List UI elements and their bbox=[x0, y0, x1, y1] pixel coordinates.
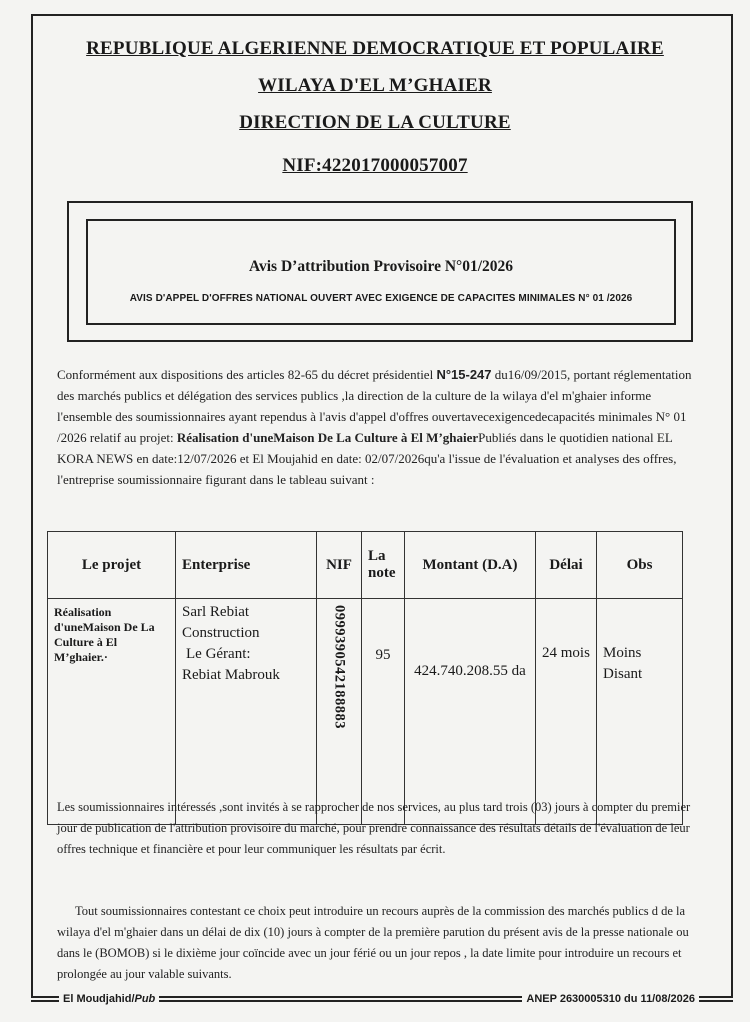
cell-projet: Réalisation d'uneMaison De La Culture à El M’ghaier.· bbox=[48, 599, 176, 825]
footer-anep: ANEP 2630005310 du 11/08/2026 bbox=[522, 993, 699, 1005]
header-wilaya: WILAYA D'EL M’GHAIER bbox=[258, 75, 492, 96]
col-header-obs: Obs bbox=[597, 532, 683, 599]
col-header-projet: Le projet bbox=[48, 532, 176, 599]
cell-enterprise bbox=[176, 599, 317, 825]
invite-paragraph: Les soumissionnaires intéressés ,sont invités à se rapprocher de nos services, au plus tard trois (03) jours à compter du premier jour de publication de l'attribution provisoire du marché, pour prendre connaissance des résultats détails de l'évaluation de leur offres technique et financière et pour leur communiquer les résultats par écrit. bbox=[57, 800, 691, 856]
cell-delai: 24 mois bbox=[536, 599, 597, 825]
notice-subtitle: AVIS D'APPEL D'OFFRES NATIONAL OUVERT AVEC EXIGENCE DE CAPACITES MINIMALES N° 01 /2026 bbox=[129, 293, 633, 304]
col-header-nif: NIF bbox=[317, 532, 362, 599]
footer bbox=[31, 990, 733, 1010]
enterprise-name: Sarl Rebiat Construction bbox=[182, 604, 260, 641]
footer-source-type: Pub bbox=[134, 993, 156, 1005]
cell-note: 95 bbox=[362, 599, 405, 825]
decree-number: N°15-247 bbox=[436, 367, 492, 382]
header-nif: NIF:422017000057007 bbox=[282, 155, 468, 176]
project-name: Réalisation d'uneMaison De La Culture à El M’ghaier bbox=[176, 430, 479, 445]
footer-source bbox=[59, 993, 159, 1005]
recours-paragraph: Tout soumissionnaires contestant ce choix peut introduire un recours auprès de la commission des marchés publics d de la wilaya d'el m'ghaier dans un délai de dix (10) jours à compter de la première parution du présent avis de la presse nationale ou dans le (BOMOB) si le dixième jour coïncide avec un jour férié ou un jour repos , la date limite pour introduire un recours et prolongée au jour valable suivants. bbox=[57, 904, 689, 981]
intro-text-2: du16/09/2015, portant réglementation des marchés publics et délégation des services publics ,la direction de la culture de la wilaya d'el m'ghaier informe l'ensemble des soumissionnaires ayant rependus à l'avis d'appel d'offres ouvertavecexigencedecapacités minimales N° 01 /2026 relatif au projet: bbox=[57, 367, 692, 445]
intro-text-1: Conformément aux dispositions des articles 82-65 du décret présidentiel bbox=[57, 367, 437, 382]
intro-text-3: Publiés dans le quotidien national EL KORA NEWS en date:12/07/2026 et El Moujahid en date: 02/07/2026qu'a l'issue de l'évaluation et analyses des offres, l'entreprise soumissionnaire figurant dans le tableau suivant : bbox=[57, 430, 677, 487]
nif-value: 0999390542188883 bbox=[331, 605, 348, 729]
footer-source-name: El Moudjahid/ bbox=[63, 993, 135, 1005]
cell-montant: 424.740.208.55 da bbox=[405, 599, 536, 825]
enterprise-manager-label: Le Gérant: bbox=[186, 646, 251, 662]
header-republic: REPUBLIQUE ALGERIENNE DEMOCRATIQUE ET POPULAIRE bbox=[86, 38, 664, 59]
col-header-enterprise: Enterprise bbox=[176, 532, 317, 599]
col-header-montant: Montant (D.A) bbox=[405, 532, 536, 599]
col-header-note: La note bbox=[362, 532, 405, 599]
notice-title: Avis D’attribution Provisoire N°01/2026 bbox=[248, 258, 514, 275]
cell-obs: Moins Disant bbox=[597, 599, 683, 825]
intro-paragraph bbox=[57, 364, 703, 490]
results-table bbox=[47, 531, 683, 825]
enterprise-manager-name: Rebiat Mabrouk bbox=[182, 667, 280, 683]
table-header-row bbox=[48, 532, 683, 599]
cell-nif bbox=[317, 599, 362, 825]
header-direction: DIRECTION DE LA CULTURE bbox=[239, 112, 511, 133]
table-row bbox=[48, 599, 683, 825]
col-header-delai: Délai bbox=[536, 532, 597, 599]
